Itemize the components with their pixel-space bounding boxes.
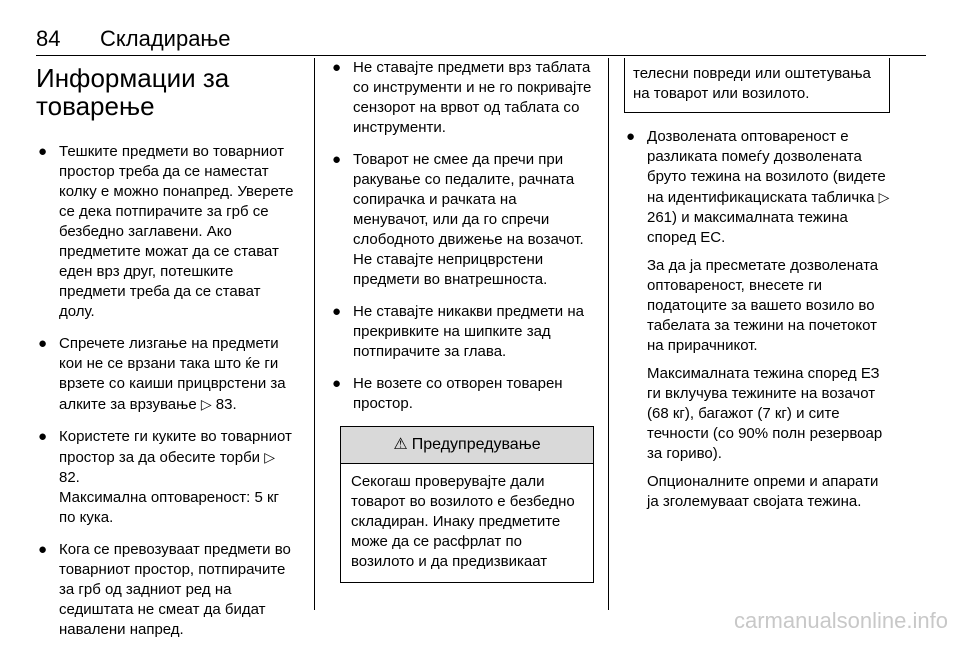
- bullet-icon: ●: [38, 143, 48, 160]
- page-header: [36, 10, 926, 56]
- warning-header: [341, 426, 593, 464]
- watermark: carmanualsonline.info: [733, 608, 948, 633]
- column-2: [330, 58, 592, 583]
- list-item: ● Користете ги куките во товарниот простор за да обесите торби ▷ 82. Максимална оптовареност: 5 кг по кука.: [38, 428, 292, 526]
- bullet-icon: ●: [332, 303, 342, 320]
- header-rule: [36, 55, 926, 56]
- column-divider: [608, 58, 609, 610]
- warning-text: Секогаш проверувајте дали товарот во возилото е безбедно складиран. Инаку предметите може да се расфрлат по возилото и да предизвикаат: [351, 473, 575, 570]
- list-item: ● Тешките предмети во товарниот простор треба да се наместат колку е можно понапред. Уверете се дека потпирачите за грб се безбедно заглавени. Ако предметите можат да се стават еден врз друг, потешките предмети треба да се стават долу.: [38, 143, 294, 320]
- bullet-icon: ●: [332, 151, 342, 168]
- triangle-right-icon: ▷: [878, 189, 890, 205]
- list-item: ● Дозволената оптовареност е разликата помеѓу дозволената бруто тежина на возилото (видете на идентификациската табличка ▷ 261) и максималната тежина според ЕС. За да ја пресметате дозволената оптовареност, внесете ги податоците за вашето возило во табелата за тежини на почетокот на прирачникот. Максималната тежина според ЕЗ ги вклучува тежините на возачот (68 кг), багажот (7 кг) и сите течности (со 90% полн резервоар за гориво). Опционалните опреми и апарати ја зголемуваат својата тежина.: [626, 128, 890, 510]
- warning-title: Предупредување: [411, 436, 541, 453]
- page-reference-link[interactable]: 261) и: [647, 209, 690, 226]
- warning-box: [340, 426, 594, 583]
- warning-continued: телесни повреди или оштетувања на товарот или возилото.: [624, 58, 890, 113]
- list-item: ● Не ставајте никакви предмети на прекривките на шипките зад потпирачите за глава.: [332, 303, 584, 360]
- list-item: ● Товарот не смее да пречи при ракување со педалите, рачната сопирачка и рачката на менувачот, или да го спречи слободното движење на возачот. Не ставајте неприцврстени предмети во внатрешноста.: [332, 151, 584, 288]
- page-reference-link[interactable]: 83.: [215, 396, 237, 413]
- bullet-icon: ●: [332, 59, 342, 76]
- section-title: Информации за товарење: [36, 63, 230, 121]
- chapter-title: Складирање: [100, 26, 231, 51]
- column-1: [36, 58, 298, 652]
- triangle-right-icon: ▷: [264, 449, 276, 465]
- warning-triangle-icon: ⚠: [393, 436, 408, 453]
- column-3: [624, 58, 890, 524]
- list-item: ● Не возете со отворен товарен простор.: [332, 375, 563, 412]
- bullet-icon: ●: [332, 375, 342, 392]
- list-item: ● Не ставајте предмети врз таблата со инструменти и не го покривајте сензорот на врвот од таблата со инструменти.: [332, 59, 592, 136]
- list-item: ● Кога се превозуваат предмети во товарниот простор, потпирачите за грб од задниот ред на седиштата не смеат да бидат навалени напред.: [38, 541, 291, 638]
- triangle-right-icon: ▷: [200, 396, 212, 412]
- page-number: 84: [36, 26, 61, 51]
- bullet-icon: ●: [38, 335, 48, 352]
- page-reference-link[interactable]: 82.: [59, 469, 80, 486]
- column-divider: [314, 58, 315, 610]
- bullet-icon: ●: [38, 541, 48, 558]
- bullet-icon: ●: [38, 428, 48, 445]
- bullet-icon: ●: [626, 128, 636, 145]
- list-item: ● Спречете лизгање на предмети кои не се врзани така што ќе ги врзете со каиши прицврстени за алките за врзување ▷ 83.: [38, 335, 286, 413]
